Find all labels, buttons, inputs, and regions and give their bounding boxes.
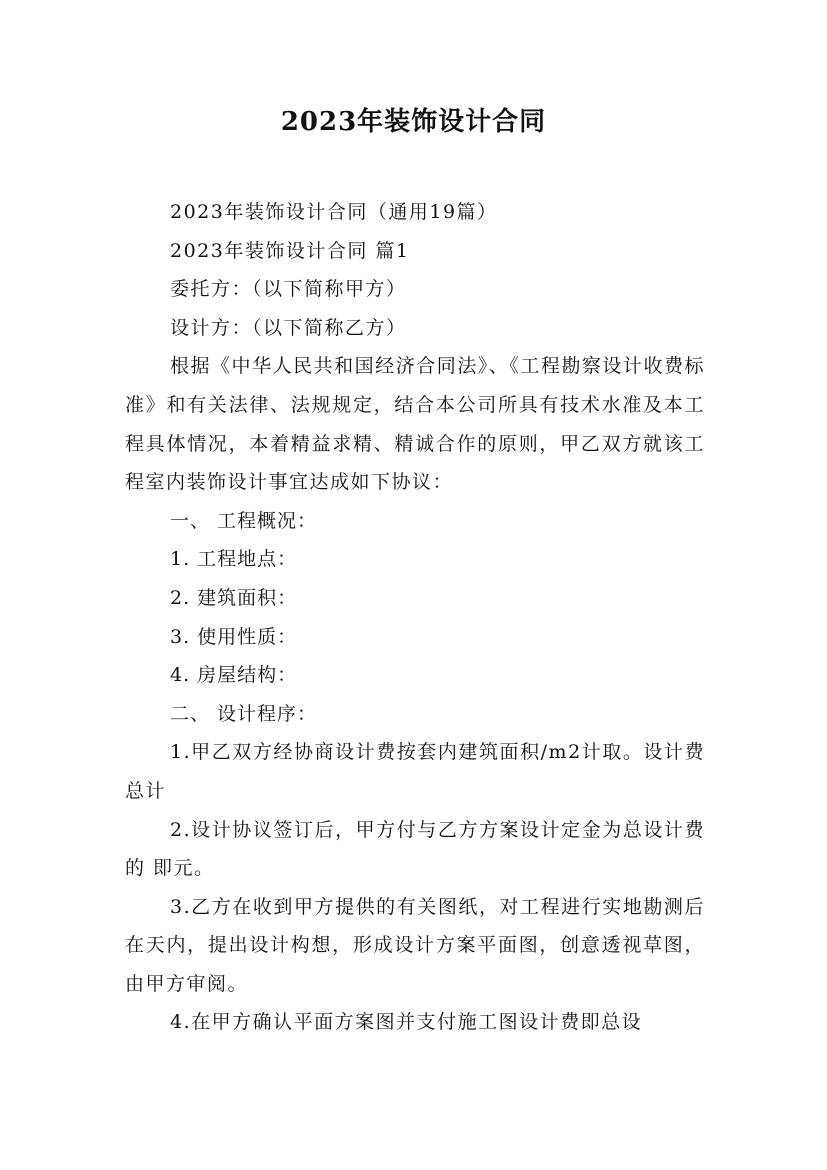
paragraph-procedure-2: 2.设计协议签订后，甲方付与乙方方案设计定金为总设计费的 即元。 (125, 818, 705, 880)
paragraph-section-heading: 2023年装饰设计合同 篇1 (170, 239, 410, 262)
paragraph-structure: 4. 房屋结构： (170, 664, 298, 687)
paragraph-usage: 3. 使用性质： (170, 625, 298, 648)
paragraph-project-overview-heading: 一、 工程概况： (170, 509, 318, 532)
paragraph-preamble: 根据《中华人民共和国经济合同法》、《工程勘察设计收费标准》和有关法律、法规规定，结合本公司所具有技术水准及本工程具体情况，本着精益求精、精诚合作的原则，甲乙双方就该工程室内装饰设计事宜达成如下协议： (125, 355, 705, 494)
paragraph-project-location: 1. 工程地点： (170, 548, 298, 571)
paragraph-design-procedure-heading: 二、 设计程序： (170, 702, 318, 725)
paragraph-procedure-3: 3.乙方在收到甲方提供的有关图纸，对工程进行实地勘测后在天内，提出设计构想，形成设计方案平面图，创意透视草图，由甲方审阅。 (125, 895, 705, 995)
paragraph-subtitle: 2023年装饰设计合同（通用19篇） (170, 201, 498, 223)
paragraph-building-area: 2. 建筑面积： (170, 586, 298, 609)
document-body (125, 193, 705, 1042)
paragraph-procedure-1: 1.甲乙双方经协商设计费按套内建筑面积/m2计取。设计费总计 (125, 741, 705, 802)
paragraph-designer: 设计方：（以下简称乙方） (170, 316, 407, 339)
paragraph-client: 委托方：（以下简称甲方） (170, 278, 407, 301)
document-title: 2023年装饰设计合同 (280, 107, 547, 137)
paragraph-procedure-4: 4.在甲方确认平面方案图并支付施工图设计费即总设 (170, 1011, 643, 1034)
